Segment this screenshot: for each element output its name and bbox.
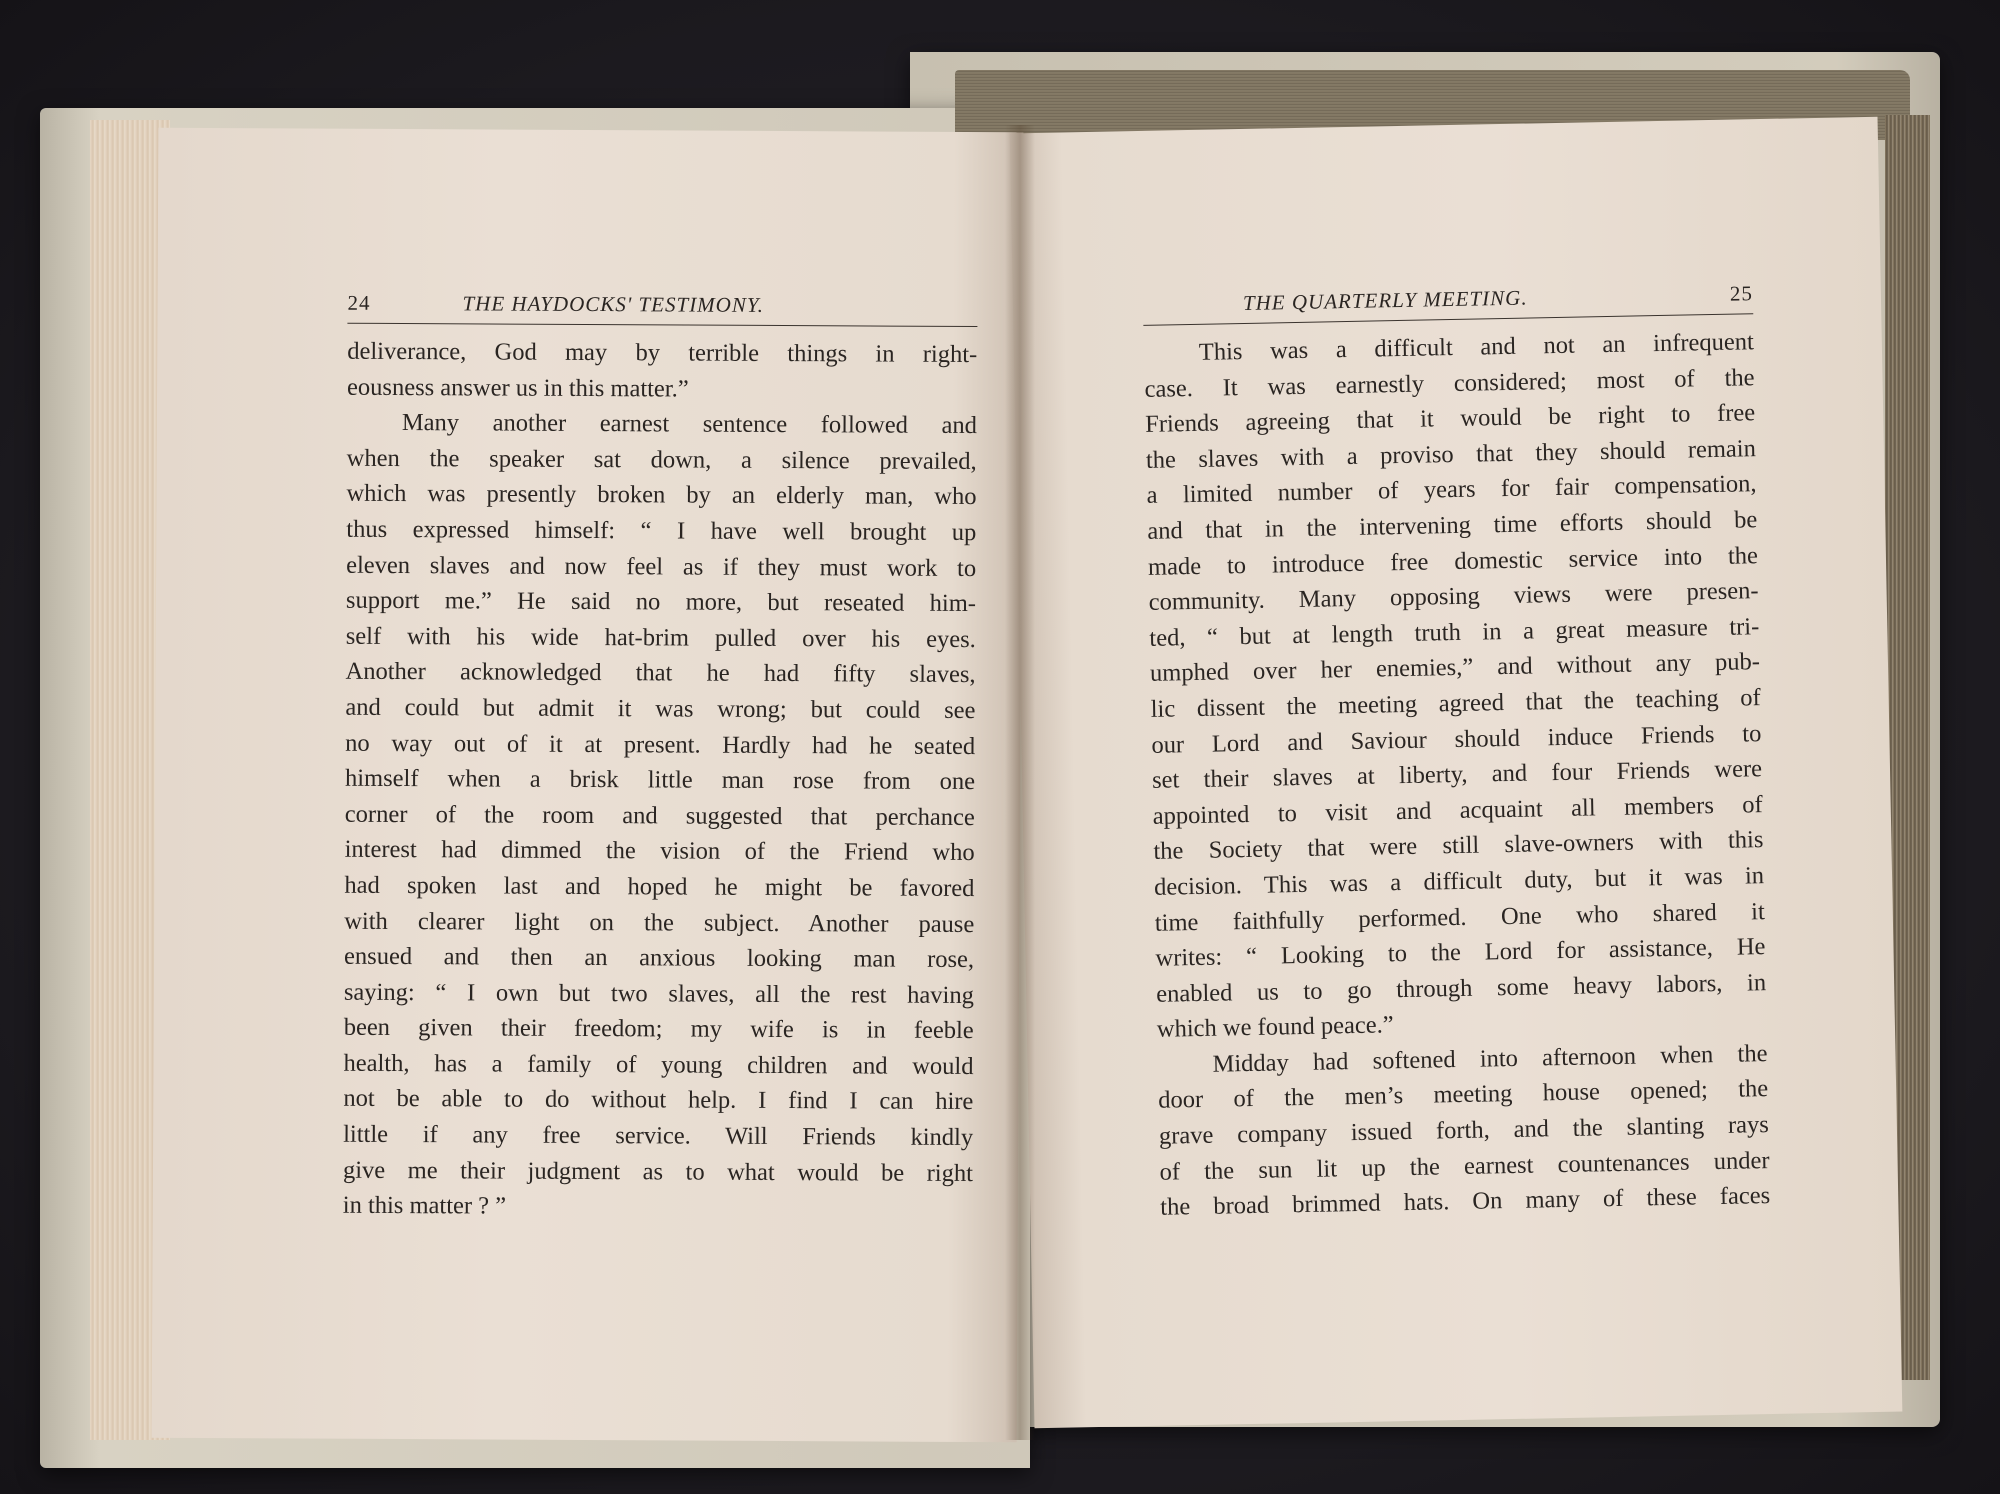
text-line: thus expressed himself: “ I have well brought up	[346, 515, 977, 547]
text-line: time faithfully performed. One who shared it	[1154, 897, 1765, 937]
text-line: the broad brimmed hats. On many of these faces	[1160, 1182, 1771, 1222]
text-line: had spoken last and hoped he might be favored	[344, 871, 975, 902]
text-line: appointed to visit and acquaint all members of	[1152, 790, 1763, 830]
text-line: community. Many opposing views were presen-	[1148, 577, 1759, 617]
text-line: health, has a family of young children and would	[343, 1049, 974, 1080]
text-line: corner of the room and suggested that perchance	[344, 800, 975, 831]
text-line: little if any free service. Will Friends kindly	[343, 1120, 974, 1152]
text-line: when the speaker sat down, a silence prevailed,	[346, 444, 977, 475]
text-line: Friends agreeing that it would be right to free	[1145, 399, 1756, 439]
text-line: Many another earnest sentence followed and	[401, 409, 977, 440]
text-line: support me.” He said no more, but reseated him-	[345, 586, 977, 618]
text-line: in this matter ? ”	[342, 1191, 507, 1220]
left-page-number: 24	[347, 290, 371, 315]
right-page	[1010, 117, 1903, 1428]
left-page-text	[343, 334, 978, 1227]
left-page-header	[347, 289, 977, 327]
text-line: writes: “ Looking to the Lord for assistance, He	[1155, 933, 1766, 972]
right-page-number: 25	[1729, 281, 1754, 306]
text-line: eleven slaves and now feel as if they must work to	[346, 551, 977, 582]
right-page-text	[1144, 324, 1771, 1225]
text-line: ensued and then an anxious looking man rose,	[344, 942, 975, 974]
text-line: a limited number of years for fair compensation,	[1146, 470, 1757, 510]
text-line: self with his wide hat-brim pulled over his eyes.	[345, 622, 976, 653]
text-line: Another acknowledged that he had fifty slaves,	[345, 658, 976, 689]
text-line: no way out of it at present. Hardly had he seated	[345, 729, 976, 760]
text-line: set their slaves at liberty, and four Friends were	[1151, 755, 1763, 794]
text-line: deliverance, God may by terrible things in right-	[347, 337, 978, 369]
text-line: case. It was earnestly considered; most of the	[1144, 363, 1755, 403]
text-line: give me their judgment as to what would be right	[342, 1156, 974, 1187]
text-line: and that in the intervening time efforts should be	[1147, 506, 1758, 545]
text-line: decision. This was a difficult duty, but it was in	[1153, 862, 1765, 901]
text-line: enabled us to go through some heavy labors, in	[1155, 968, 1767, 1008]
right-page-header	[1143, 279, 1754, 326]
text-line: eousness answer us in this matter.”	[347, 373, 689, 403]
text-line: Midday had softened into afternoon when the	[1212, 1039, 1768, 1078]
text-line: interest had dimmed the vision of the Friend who	[344, 836, 975, 867]
text-line: saying: “ I own but two slaves, all the rest having	[343, 978, 974, 1009]
text-line: lic dissent the meeting agreed that the teaching of	[1150, 684, 1761, 723]
text-line: made to introduce free domestic service into the	[1147, 541, 1759, 581]
right-running-title: THE QUARTERLY MEETING.	[1242, 285, 1528, 316]
text-line: himself when a brisk little man rose from one	[344, 764, 976, 796]
text-line: the slaves with a proviso that they should remain	[1145, 434, 1757, 474]
text-line: umphed over her enemies,” and without any pub-	[1149, 648, 1761, 688]
text-line: grave company issued forth, and the slanting rays	[1158, 1111, 1770, 1150]
text-line: which was presently broken by an elderly man, who	[346, 480, 977, 511]
text-line: of the sun lit up the earnest countenances under	[1159, 1146, 1770, 1186]
text-line: been given their freedom; my wife is in feeble	[343, 1014, 974, 1045]
text-line: door of the men’s meeting house opened; the	[1157, 1075, 1769, 1115]
text-line: not be able to do without help. I find I can hire	[343, 1085, 974, 1116]
text-line: with clearer light on the subject. Another pause	[344, 907, 975, 938]
text-line: which we found peace.”	[1156, 1011, 1394, 1044]
text-line: the Society that were still slave-owners with this	[1153, 826, 1764, 866]
book-gutter	[1005, 125, 1035, 1440]
text-line: our Lord and Saviour should induce Friends to	[1151, 719, 1762, 759]
left-running-title: THE HAYDOCKS' TESTIMONY.	[462, 291, 764, 317]
text-line: This was a difficult and not an infrequent	[1198, 328, 1755, 366]
text-line: ted, “ but at length truth in a great measure tri-	[1149, 612, 1760, 652]
left-page	[152, 128, 1024, 1443]
text-line: and could but admit it was wrong; but could see	[345, 693, 976, 724]
